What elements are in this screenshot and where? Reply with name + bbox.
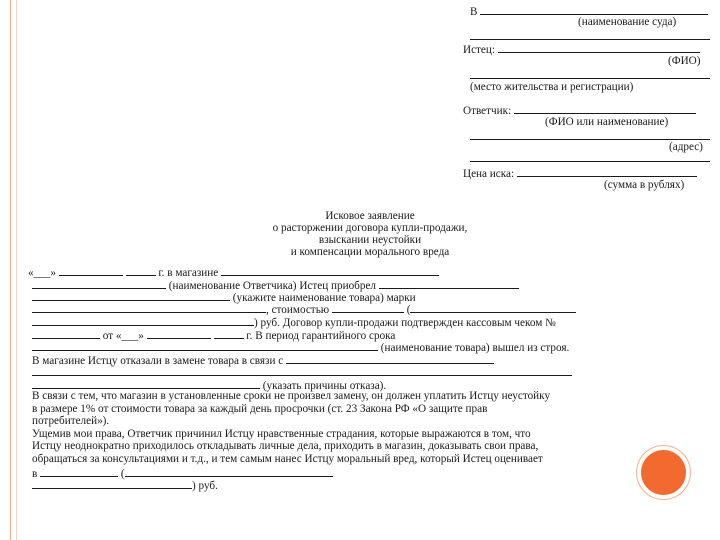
date-year-blank (126, 265, 156, 276)
slide-frame-line-inner (16, 0, 17, 540)
receipt-number-blank (32, 328, 100, 339)
court-caption: (наименование суда) (578, 16, 677, 28)
plaintiff-caption: (ФИО) (668, 55, 701, 67)
address-caption: (адрес) (669, 141, 703, 153)
body-line-13: потребителей»). (32, 415, 110, 427)
court-blank-2 (470, 39, 710, 40)
body-line-17: в ( (32, 466, 333, 481)
shop-blank (221, 265, 439, 276)
defendant-line: Ответчик: (463, 103, 696, 118)
title-line-1: Исковое заявление (325, 210, 415, 222)
body-line-5: ) руб. Договор купли-продажи подтвержден кассовым чеком № (32, 315, 556, 330)
court-line: В (470, 4, 708, 19)
date-month-blank (59, 265, 123, 276)
warranty-product-blank (32, 340, 378, 351)
receipt-year-blank (214, 328, 244, 339)
decorative-orange-circle (641, 450, 686, 495)
address-blank (470, 139, 710, 140)
purchase-blank (379, 278, 519, 289)
title-line-3: взыскании неустойки (318, 234, 422, 246)
body-line-10: (указать причины отказа). (32, 378, 386, 393)
body-line-18: ) руб. (32, 478, 218, 493)
refusal-blank-2 (32, 375, 572, 376)
brand-blank (32, 302, 266, 313)
body-line-8: В магазине Истцу отказали в замене товара в связи с (32, 353, 494, 368)
price-blank (517, 166, 697, 177)
cost-blank (332, 302, 404, 313)
court-blank (480, 4, 708, 15)
residence-caption: (место жительства и регистрации) (470, 81, 634, 93)
cost-words-blank (410, 302, 576, 313)
damages-amount-blank (40, 466, 118, 477)
body-line-14: Ущемив мои права, Ответчик причинил Истцу нравственные страдания, которые выражаются в том, что (32, 428, 531, 440)
address-blank-2 (470, 161, 710, 162)
defendant-caption: (ФИО или наименование) (545, 116, 669, 128)
product-blank (32, 290, 230, 301)
price-caption: (сумма в рублях) (604, 179, 685, 191)
title-line-4: и компенсации морального вреда (290, 246, 450, 258)
body-line-6: от «___» г. В период гарантийного срока (32, 328, 395, 343)
body-line-3: (укажите наименование товара) марки (32, 290, 416, 305)
plaintiff-blank (498, 42, 700, 53)
price-line: Цена иска: (463, 166, 697, 181)
body-line-12: в размере 1% от стоимости товара за каждый день просрочки (ст. 23 Закона РФ «О защите прав (32, 403, 488, 415)
cost-words-blank-2 (32, 315, 254, 326)
body-line-11: В связи с тем, что магазин в установленные сроки не произвел замену, он должен уплатить Истцу неустойку (32, 390, 551, 402)
refusal-reason-blank (32, 378, 260, 389)
body-line-7: (наименование товара) вышел из строя. (32, 340, 569, 355)
slide-frame-line (10, 0, 11, 540)
body-line-16: обращаться за консультациями и т.д., и тем самым нанес Истцу моральный вред, который Истец оценивает (32, 453, 543, 465)
defendant-name-blank (32, 278, 166, 289)
body-line-15: Истцу неоднократно приходилось откладывать личные дела, приходить в магазин, доказывать свои права, (32, 440, 539, 452)
refusal-blank (286, 353, 494, 364)
title-line-2: о расторжении договора купли-продажи, (272, 222, 468, 234)
plaintiff-line: Истец: (463, 42, 700, 57)
body-line-4: , стоимостью ( (32, 302, 576, 317)
body-line-2: (наименование Ответчика) Истец приобрел (32, 278, 519, 293)
body-line-1: «___» г. в магазине (28, 265, 439, 280)
receipt-month-blank (147, 328, 211, 339)
defendant-blank (514, 103, 696, 114)
damages-words-blank (125, 466, 333, 477)
residence-blank (470, 78, 710, 79)
damages-words-blank-2 (32, 478, 192, 489)
